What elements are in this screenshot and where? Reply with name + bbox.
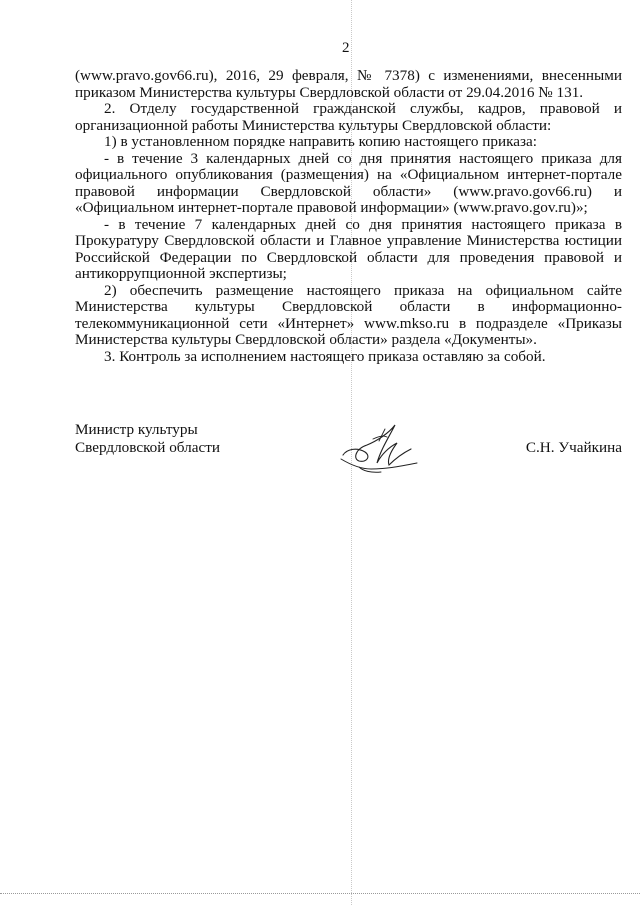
document-body <box>75 68 622 365</box>
paragraph-subitem-2: 2) обеспечить размещение настоящего приказа на официальном сайте Министерства культуры Свердловской области в информационно-телекоммуникационной сети «Интернет» www.mkso.ru в подразделе «Приказы Министерства культуры Свердловской области» раздела «Документы». <box>75 281 622 348</box>
paragraph-dash-7-days: - в течение 7 календарных дней со дня принятия настоящего приказа в Прокуратуру Свердловской области и Главное управление Министерства юстиции Российской Федерации по Свердловской области для проведения правовой и антикоррупционной экспертизы; <box>75 215 622 282</box>
paragraph-item-3: 3. Контроль за исполнением настоящего приказа оставляю за собой. <box>104 347 546 365</box>
paragraph-continuation: (www.pravo.gov66.ru), 2016, 29 февраля, № 7378) с изменениями, внесенными приказом Министерства культуры Свердловской области от 29.04.2016 № 131. <box>75 67 622 101</box>
handwritten-signature <box>337 419 421 477</box>
paragraph-item-2: 2. Отделу государственной гражданской службы, кадров, правовой и организационной работы Министерства культуры Свердловской области: <box>75 100 622 134</box>
signatory-title-line2: Свердловской области <box>75 438 220 456</box>
page-number: 2 <box>342 40 350 56</box>
paragraph-subitem-1: 1) в установленном порядке направить копию настоящего приказа: <box>104 133 537 150</box>
signature-block <box>75 421 622 481</box>
bottom-divider <box>0 893 640 894</box>
signatory-name: С.Н. Учайкина <box>525 439 622 456</box>
paragraph-dash-3-days: - в течение 3 календарных дней со дня принятия настоящего приказа для официального опубликования (размещения) на «Официальном интернет-портале правовой информации Свердловской области» (www.pravo.gov66.ru) и «Официальном интернет-портале правовой информации» (www.pravo.gov.ru)»; <box>75 149 622 216</box>
signatory-title <box>75 421 220 456</box>
signatory-title-line1: Министр культуры <box>75 421 198 438</box>
